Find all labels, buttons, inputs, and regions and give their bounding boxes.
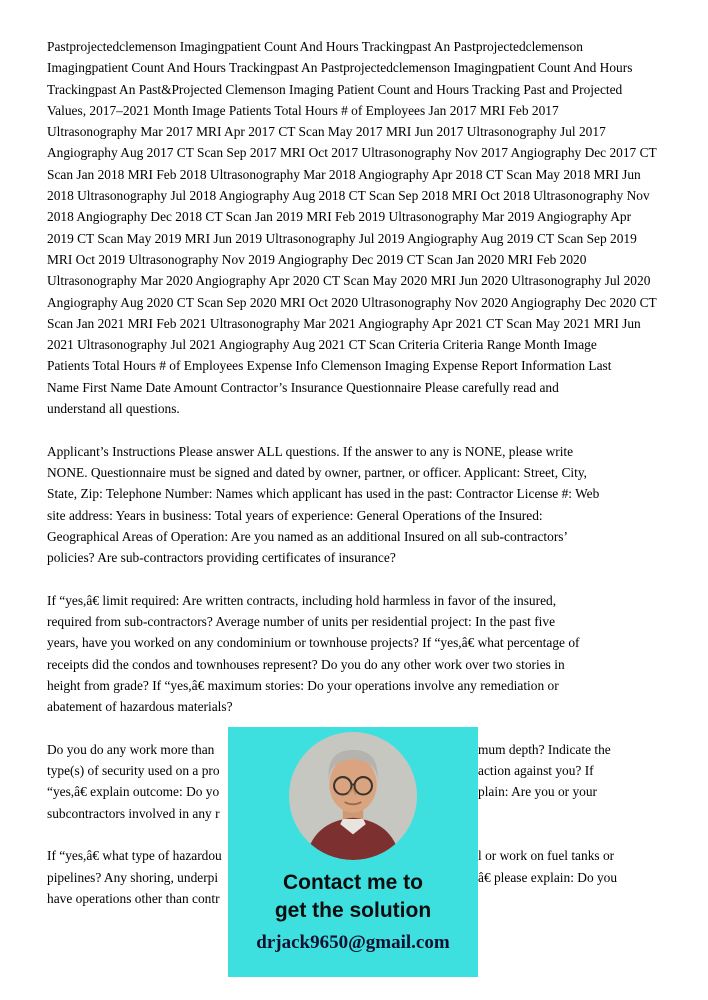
text-line: MRI Oct 2019 Ultrasonography Nov 2019 Angiography Dec 2019 CT Scan Jan 2020 MRI Feb 2020	[47, 251, 587, 267]
text-fragment-left: subcontractors involved in any r	[47, 805, 220, 821]
text-line: State, Zip: Telephone Number: Names which applicant has used in the past: Contractor License #: Web	[47, 486, 600, 502]
contact-message-line1: Contact me to	[282, 871, 423, 894]
text-line: Angiography Aug 2020 CT Scan Sep 2020 MRI Oct 2020 Ultrasonography Nov 2020 Angiography Dec 2020 CT	[47, 294, 657, 310]
text-line: years, have you worked on any condominium or townhouse projects? If “yes,â€ what percentage of	[47, 635, 580, 651]
paragraph	[47, 590, 663, 718]
text-line: site address: Years in business: Total years of experience: General Operations of the Insured:	[47, 507, 543, 523]
text-line: Geographical Areas of Operation: Are you named as an additional Insured on all sub-contractors’	[47, 528, 568, 544]
text-line: Ultrasonography Mar 2017 MRI Apr 2017 CT Scan May 2017 MRI Jun 2017 Ultrasonography Jul 2017	[47, 124, 606, 140]
contact-email: drjack9650@gmail.com	[256, 932, 450, 953]
text-line: understand all questions.	[47, 401, 180, 417]
text-fragment-left: pipelines? Any shoring, underpi	[47, 869, 219, 885]
text-line: receipts did the condos and townhouses represent? Do you do any other work over two stories in	[47, 656, 565, 672]
text-line: If “yes,â€ limit required: Are written contracts, including hold harmless in favor of the insured,	[47, 592, 557, 608]
text-line: NONE. Questionnaire must be signed and dated by owner, partner, or officer. Applicant: Street, City,	[47, 464, 587, 480]
text-fragment-left: Do you do any work more than	[47, 741, 215, 757]
text-fragment-right: mum depth? Indicate the	[478, 741, 611, 757]
text-fragment-right: â€ please explain: Do you	[478, 869, 618, 885]
text-fragment-right: l or work on fuel tanks or	[478, 848, 615, 864]
text-line: Values, 2017–2021 Month Image Patients Total Hours # of Employees Jan 2017 MRI Feb 2017	[47, 102, 559, 118]
contact-message	[275, 869, 431, 925]
contact-message-line2: get the solution	[274, 899, 432, 922]
text-line: 2018 Ultrasonography Jul 2018 Angiography Aug 2018 CT Scan Sep 2018 MRI Oct 2018 Ultrasonography Nov	[47, 188, 650, 204]
text-line: Scan Jan 2021 MRI Feb 2021 Ultrasonography Mar 2021 Angiography Apr 2021 CT Scan May 2021 MRI Jun	[47, 315, 641, 331]
text-line: Imagingpatient Count And Hours Trackingpast An Pastprojectedclemenson Imagingpatient Count And Hours	[47, 60, 633, 76]
text-line: 2021 Ultrasonography Jul 2021 Angiography Aug 2021 CT Scan Criteria Criteria Range Month Image	[47, 337, 597, 353]
text-line: 2019 CT Scan May 2019 MRI Jun 2019 Ultrasonography Jul 2019 Angiography Aug 2019 CT Scan Sep 2019	[47, 230, 637, 246]
text-line: Applicant’s Instructions Please answer ALL questions. If the answer to any is NONE, please write	[47, 443, 574, 459]
text-line: 2018 Angiography Dec 2018 CT Scan Jan 2019 MRI Feb 2019 Ultrasonography Mar 2019 Angiography Apr	[47, 209, 632, 225]
text-line: Name First Name Date Amount Contractor’s Insurance Questionnaire Please carefully read and	[47, 379, 559, 395]
text-fragment-right: action against you? If	[478, 763, 594, 779]
text-fragment-left: have operations other than contr	[47, 890, 220, 906]
text-line: height from grade? If “yes,â€ maximum stories: Do your operations involve any remediation or	[47, 677, 559, 693]
text-fragment-left: type(s) of security used on a pro	[47, 763, 220, 779]
text-line: policies? Are sub-contractors providing certificates of insurance?	[47, 550, 396, 566]
text-line: abatement of hazardous materials?	[47, 699, 233, 715]
text-line: Trackingpast An Past&Projected Clemenson Imaging Patient Count and Hours Tracking Past and Projected	[47, 81, 623, 97]
text-fragment-left: “yes,â€ explain outcome: Do yo	[47, 784, 220, 800]
person-avatar-icon	[289, 732, 417, 860]
text-line: Scan Jan 2018 MRI Feb 2018 Ultrasonography Mar 2018 Angiography Apr 2018 CT Scan May 2018 MRI Jun	[47, 166, 641, 182]
text-fragment-left: If “yes,â€ what type of hazardou	[47, 848, 222, 864]
text-line: required from sub-contractors? Average number of units per residential project: In the past five	[47, 614, 556, 630]
text-line: Ultrasonography Mar 2020 Angiography Apr 2020 CT Scan May 2020 MRI Jun 2020 Ultrasonography Jul 2020	[47, 273, 651, 289]
text-line: Patients Total Hours # of Employees Expense Info Clemenson Imaging Expense Report Information Last	[47, 358, 612, 374]
text-line: Angiography Aug 2017 CT Scan Sep 2017 MRI Oct 2017 Ultrasonography Nov 2017 Angiography Dec 2017 CT	[47, 145, 657, 161]
contact-overlay	[228, 727, 478, 977]
paragraph	[47, 36, 663, 419]
text-line: Pastprojectedclemenson Imagingpatient Count And Hours Trackingpast An Pastprojectedclemenson	[47, 39, 583, 54]
text-fragment-right: plain: Are you or your	[478, 784, 598, 800]
paragraph	[47, 441, 663, 569]
